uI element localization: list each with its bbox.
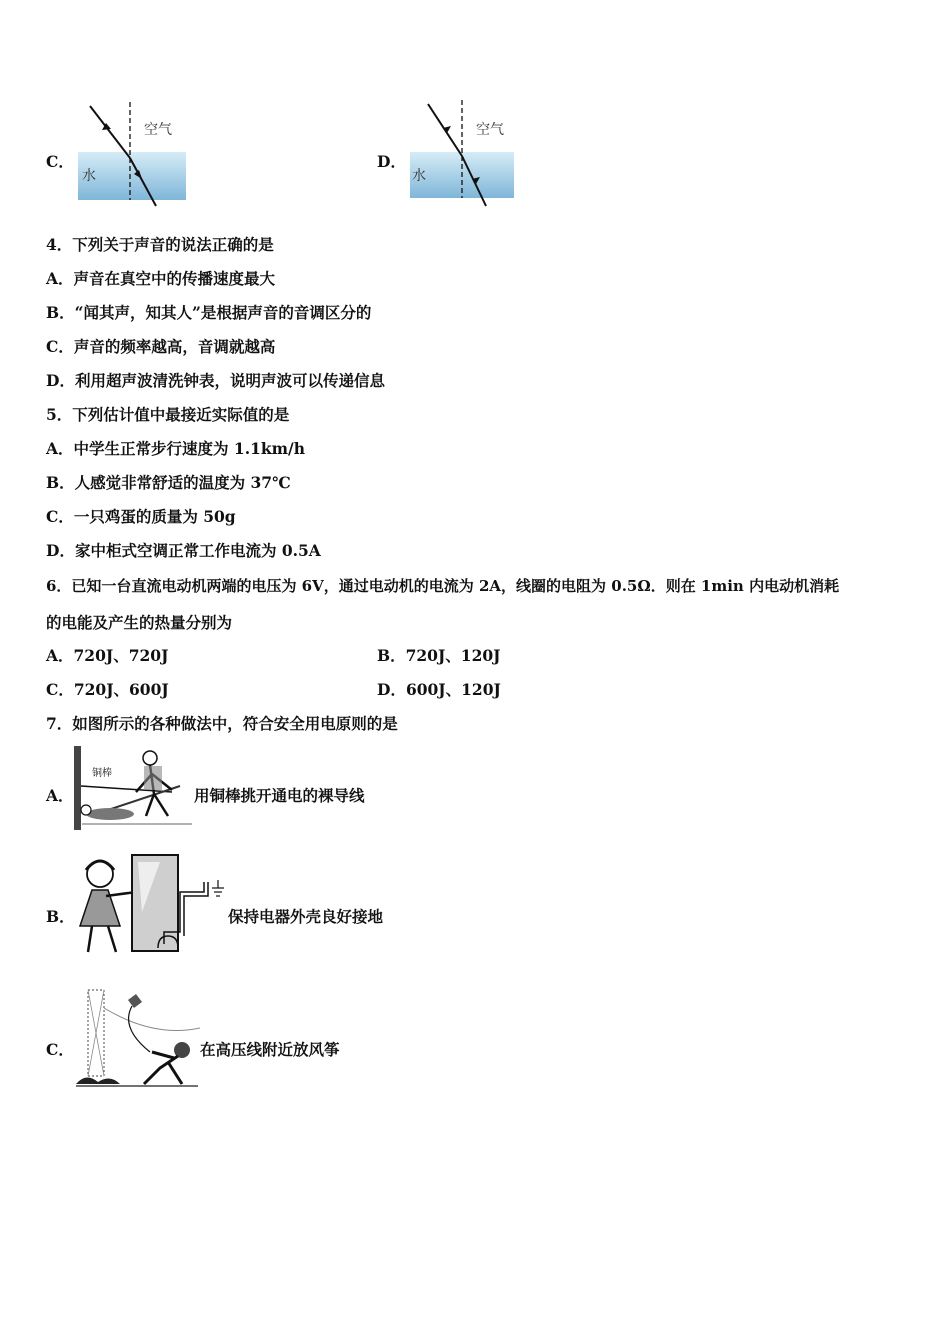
q3-option-d-label: D． xyxy=(377,152,406,171)
fallen-person-head xyxy=(81,805,91,815)
q7-stem: 7．如图所示的各种做法中，符合安全用电原则的是 xyxy=(46,714,398,733)
q6-stem-line2: 的电能及产生的热量分别为 xyxy=(46,613,233,632)
q6-stem-line1: 6．已知一台直流电动机两端的电压为 6V，通过电动机的电流为 2A，线圈的电阻为 0.5Ω．则在 1min 内电动机消耗 xyxy=(46,577,840,595)
q4-stem: 4．下列关于声音的说法正确的是 xyxy=(46,235,274,254)
q7-option-c-label: C． xyxy=(46,1040,74,1059)
kite-string xyxy=(129,1006,150,1052)
person-head xyxy=(143,751,157,765)
refraction-diagram-c xyxy=(76,100,191,210)
q6-option-a: A．720J、720J xyxy=(46,646,169,665)
fallen-person xyxy=(86,808,134,820)
q4-option-a: A．声音在真空中的传播速度最大 xyxy=(46,269,276,288)
q7-option-a-label: A． xyxy=(46,786,74,805)
water-label: 水 xyxy=(412,168,426,184)
ground-bushes xyxy=(76,1077,120,1084)
grounded-appliance-illustration xyxy=(72,852,228,956)
copper-rod-caption: 铜棒 xyxy=(92,768,112,779)
q7-option-c-text: 在高压线附近放风筝 xyxy=(200,1040,340,1059)
boy-body xyxy=(144,1052,182,1084)
copper-rod-illustration xyxy=(72,746,194,830)
q5-option-c: C．一只鸡蛋的质量为 50g xyxy=(46,507,236,526)
kite-near-power-line-illustration xyxy=(74,988,200,1090)
utility-pole xyxy=(74,746,81,830)
q3-option-c-label: C． xyxy=(46,152,74,171)
air-label: 空气 xyxy=(144,122,172,138)
q4-option-d: D．利用超声波清洗钟表，说明声波可以传递信息 xyxy=(46,371,385,390)
girl-leg xyxy=(108,926,116,952)
q4-option-c: C．声音的频率越高，音调就越高 xyxy=(46,337,276,356)
power-line xyxy=(104,1008,200,1031)
refraction-diagram-d xyxy=(408,98,523,210)
water-label: 水 xyxy=(82,168,96,184)
q6-option-b: B．720J、120J xyxy=(377,646,501,665)
q4-option-b: B．“闻其声，知其人”是根据声音的音调区分的 xyxy=(46,303,372,322)
q6-option-c: C．720J、600J xyxy=(46,680,169,699)
air-label: 空气 xyxy=(476,122,504,138)
q5-option-a: A．中学生正常步行速度为 1.1km/h xyxy=(46,439,305,458)
person-jacket xyxy=(144,766,162,790)
q5-option-b: B．人感觉非常舒适的温度为 37℃ xyxy=(46,473,291,492)
q7-option-b-text: 保持电器外壳良好接地 xyxy=(228,907,384,926)
q7-option-a-text: 用铜棒挑开通电的裸导线 xyxy=(194,786,365,805)
q5-option-d: D．家中柜式空调正常工作电流为 0.5A xyxy=(46,541,321,560)
q7-option-b-label: B． xyxy=(46,907,75,926)
incident-ray xyxy=(90,106,130,158)
girl-leg xyxy=(88,926,92,952)
q6-option-d: D．600J、120J xyxy=(377,680,501,699)
q5-stem: 5．下列估计值中最接近实际值的是 xyxy=(46,405,290,424)
kite-icon xyxy=(128,994,142,1008)
